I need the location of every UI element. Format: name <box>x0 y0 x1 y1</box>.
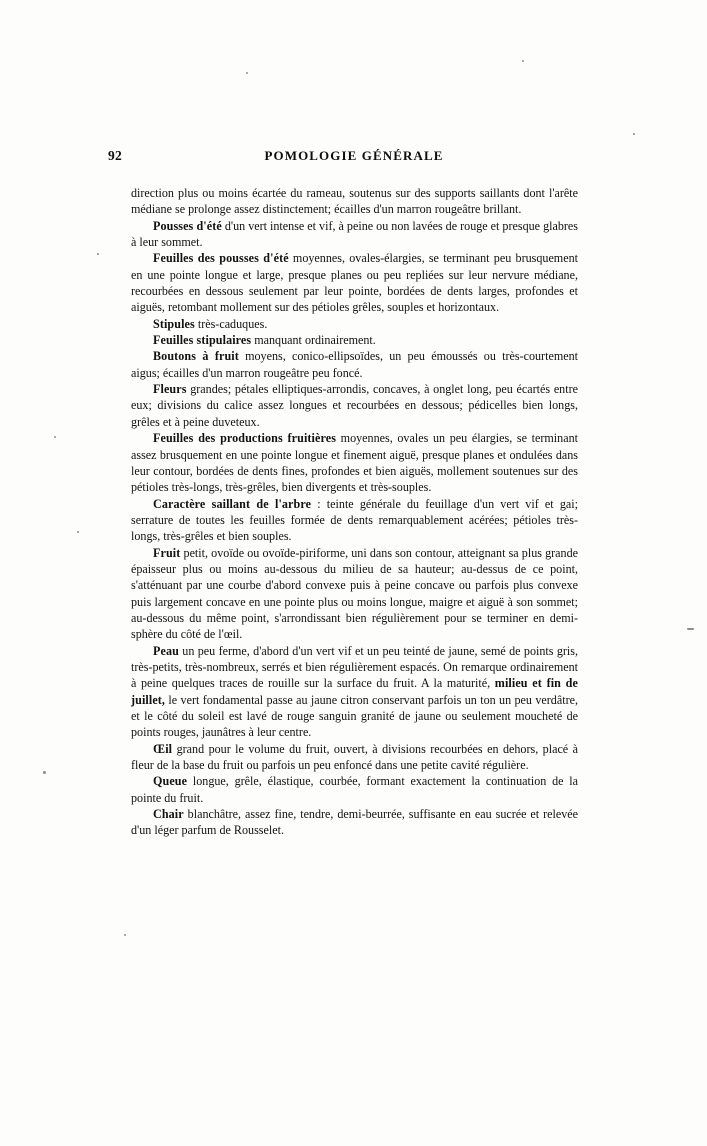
paragraph-text: manquant ordinairement. <box>251 333 376 348</box>
paragraph-fruit <box>131 545 578 643</box>
scan-speck <box>43 771 46 774</box>
scan-speck <box>522 60 524 62</box>
paragraph-chair <box>131 806 578 839</box>
paragraph-text: : teinte générale du feuillage d'un vert vif et gai; serrature de toutes les feuilles formée de dents remarquablement acérées; pétioles très-longs, très-grêles et bien souples. <box>131 496 578 544</box>
term-label: Queue <box>153 774 188 789</box>
paragraph-text: un peu ferme, d'abord d'un vert vif et un peu teinté de jaune, semé de points gris, très-petits, très-nombreux, serrés et bien régulièrement espacés. On remarque ordinairement à peine quelques traces de rouille sur la surface du fruit. A la maturité, <box>131 643 578 691</box>
term-label-maturity: milieu et fin de juillet, <box>131 676 578 707</box>
page-header <box>108 148 600 166</box>
term-label: Feuilles des productions fruitières <box>153 431 336 446</box>
scan-speck <box>97 253 99 255</box>
paragraph-text: grandes; pétales elliptiques-arrondis, concaves, à onglet long, peu écartés entre eux; divisions du calice assez longues et recourbées en dessous; pédicelles bien longs, grêles et à peine duveteux. <box>131 382 578 429</box>
scan-speck <box>54 436 56 438</box>
term-label: Fruit <box>153 545 181 560</box>
paragraph-feuilles-stipulaires <box>131 332 578 348</box>
page-body <box>131 185 578 839</box>
paragraph-queue <box>131 773 578 806</box>
term-label: Caractère saillant de l'arbre <box>153 496 312 511</box>
paragraph-feuilles-pousses-ete <box>131 250 578 315</box>
paragraph-feuilles-productions-fruitieres <box>131 430 578 495</box>
scan-speck <box>687 628 694 630</box>
paragraph-stipules <box>131 316 578 332</box>
term-label: Feuilles des pousses d'été <box>153 251 289 266</box>
paragraph-text: moyens, conico-ellipsoïdes, un peu émoussés ou très-courtement aigus; écailles d'un marron rougeâtre peu foncé. <box>131 349 578 380</box>
paragraph-text: très-caduques. <box>194 316 268 331</box>
paragraph-fleurs <box>131 381 578 430</box>
term-label: Stipules <box>153 316 195 331</box>
paragraph-caractere-saillant <box>131 496 578 545</box>
term-label: Chair <box>153 807 184 822</box>
paragraph-text: longue, grêle, élastique, courbée, formant exactement la continuation de la pointe du fruit. <box>131 774 578 805</box>
running-title: POMOLOGIE GÉNÉRALE <box>264 148 444 163</box>
paragraph-text: direction plus ou moins écartée du rameau, soutenus sur des supports saillants dont l'arête médiane se prolonge assez distinctement; écailles d'un marron rougeâtre brillant. <box>131 186 578 217</box>
term-label: Feuilles stipulaires <box>153 333 252 348</box>
paragraph-text: petit, ovoïde ou ovoïde-piriforme, uni dans son contour, atteignant sa plus grande épaisseur plus ou moins au-dessous du milieu de sa hauteur; au-dessus de ce point, s'atténuant par une courbe d'abord convexe puis à peine concave ou parfois plus convexe puis largement concave en une pointe plus ou moins longue, maigre et aiguë à son sommet; au-dessous du même point, s'arrondissant bien régulièrement pour se terminer en demi-sphère du côté de l'œil. <box>131 545 578 642</box>
paragraph-pousses-ete <box>131 218 578 251</box>
paragraph-text: d'un vert intense et vif, à peine ou non lavées de rouge et presque glabres à leur sommet. <box>131 218 578 250</box>
paragraph-text: blanchâtre, assez fine, tendre, demi-beurrée, suffisante en eau sucrée et relevée d'un léger parfum de Rousselet. <box>131 807 578 838</box>
paragraph-text: moyennes, ovales un peu élargies, se terminant assez brusquement en une pointe longue et finement aiguë, presque planes et ondulées dans leur contour, bordées de dents fines, profondes et bien aiguës, mollement soutenues sur des pétioles très-longs, très-grêles, bien divergents et très-souples. <box>131 431 578 495</box>
term-label: Boutons à fruit <box>153 349 239 364</box>
term-label: Fleurs <box>153 382 187 397</box>
paragraph-text: grand pour le volume du fruit, ouvert, à divisions recourbées en dehors, placé à fleur de la base du fruit ou parfois un peu enfoncé dans une petite cavité régulière. <box>131 741 578 773</box>
scan-speck <box>124 934 126 936</box>
term-label: Œil <box>153 741 173 756</box>
page-number: 92 <box>108 148 122 163</box>
scan-speck <box>77 531 79 533</box>
paragraph-continuation <box>131 185 578 218</box>
paragraph-oeil <box>131 741 578 774</box>
term-label: Pousses d'été <box>153 218 222 233</box>
paragraph-text: moyennes, ovales-élargies, se terminant peu brusquement en une pointe longue et large, presque planes ou peu repliées sur leur nervure médiane, recourbées en dessous seulement par leur pointe, bordées de dents larges, profondes et aiguës, retombant mollement sur des pétioles grêles, souples et horizontaux. <box>131 251 578 315</box>
scan-speck <box>633 133 635 135</box>
scan-speck <box>246 72 248 74</box>
paragraph-boutons-a-fruit <box>131 348 578 381</box>
term-label: Peau <box>153 643 179 658</box>
paragraph-text-continued: le vert fondamental passe au jaune citron conservant parfois un ton un peu verdâtre, et le côté du soleil est lavé de rouge sanguin granité de jaune ou seulement moucheté de points rouges, jaunâtres à leur centre. <box>131 692 578 740</box>
paragraph-peau <box>131 643 578 741</box>
